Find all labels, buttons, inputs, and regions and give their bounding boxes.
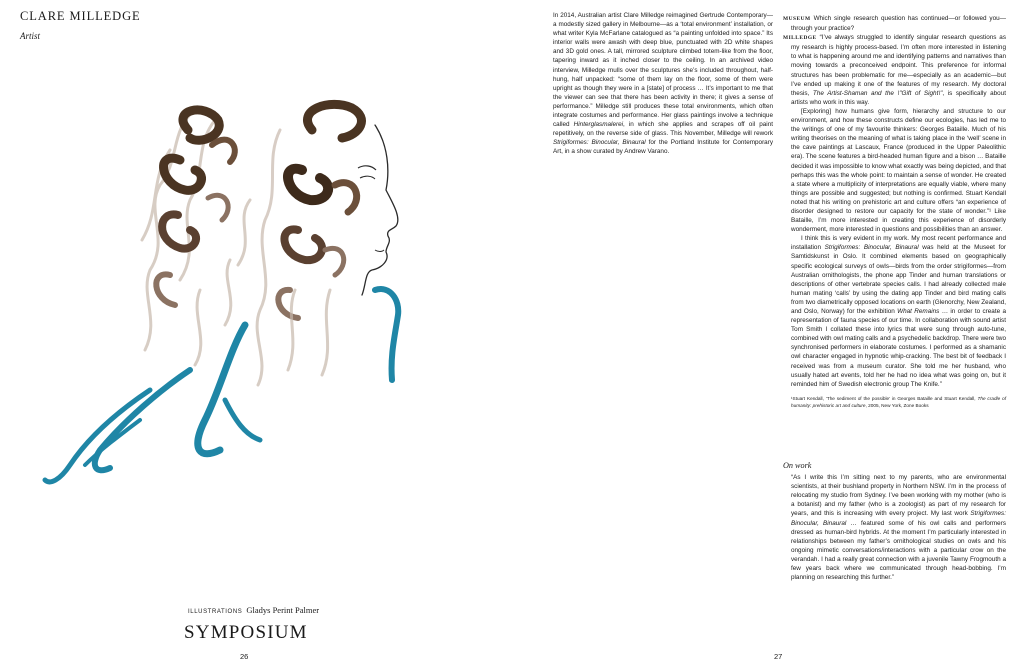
footnote-text-2: , 2005, New York, Zone Books — [865, 402, 929, 408]
intro-text-2: , in which she applies and scrapes off oil paint repetitively, on the reverse side of glass. This November, Milledge will rework — [553, 121, 773, 138]
credit-label: ILLUSTRATIONS — [188, 609, 243, 615]
on-work-title: On work — [783, 461, 812, 470]
section-title: SYMPOSIUM — [184, 622, 308, 643]
intro-column — [553, 11, 773, 157]
answer-3-text-1: I think this is very evident in my work. My most recent performance and installation — [791, 235, 1006, 252]
intro-text-1: In 2014, Australian artist Clare Milledge reimagined Gertrude Contemporary—a modestly sized gallery in Melbourne—as a ‘total environment’ installation, or what writer Kyla McFarlane catalogued as “a painting unfolded into space.” Its interior walls were awash with deep blue, punctuated with 2D white shapes and 3D gold ones. A tall, mirrored sculpture climbed totem-like from the floor, tapering inward as it inched closer to the ceiling. In an archived video interview, Milledge mulls over the sculptures she’s included throughout, half-hung, half unpacked: “some of them lay on the floor, some of them were upright as though they were in a [state] of process … It’s important to me that the viewer can see that there has been activity in there; it gives a sense of performance.” Milledge still produces these total environments, which often integrate costumes and performance. Her glass paintings involve a technique called — [553, 12, 773, 129]
intro-italic-2: Strigiformes: Binocular, Binaural — [553, 139, 646, 147]
question-text: Which single research question has continued—or followed you—through your practice? — [791, 15, 1006, 33]
on-work-text-1: “As I write this I’m sitting next to my parents, who are environmental scientists, at their bushland property in Northern NSW. I’m in the process of relocating my studio from Sydney. I’ve been working with my mother (who is a botanist) and my father (who is a zoologist) as part of my research for years, and this is increasing with every project. My last work — [791, 474, 1006, 518]
on-work-text-2: … featured some of his owl calls and performers dressed as human-bird hybrids. At the moment I’m particularly interested in relationships between my father’s ornithological studies on owls and his ongoing mimetic conversations/interactions with a particular crow on the verandah. I had a really great connection with a juvenile Tawny Frogmouth a few years back where we communicated through head-bobbing. I’m planning on researching this further.” — [791, 519, 1006, 582]
answer-paragraph-2: [Exploring] how humans give form, hierarchy and structure to our environment, and how these constructs define our ecologies, has led me to the writings of one of my favourite thinkers: Georges Bataille. Much of his writing theorises on the meaning of what is taking place in the ‘well’ scene in the cave paintings at Lascaux, France (produced in the Upper Paleolithic era). The scene features a bird-headed human figure and a bison … Bataille decided it was impossible to know what exactly was being depicted, and that perhaps this was the whole point: to maintain a sense of wonder. He created a state where a multiplicity of interpretations are equally viable, where many things are possible and suggested; but nothing is confirmed. Stuart Kendall noted that his writing on prehistoric art and culture offers “an experience of disorder designed to restore our capacity for the state of wonder.”¹ Like Bataille, I’m more interested in creating this experience of disorderly wonderment, more interested in questions and possibilities than an answer. — [791, 107, 1006, 234]
answer-3-text-2: was held at the Museet for Samtidskunst in Oslo. It combined elements based on geographically specific ecological surveys of owls—birds from the order strigiformes—from Australian ornithologists, the phone app Tinder and human translations or descriptions of other vertebrate species calls. I had already collected male human mating ‘calls’ by using the dating app Tinder and bird mating calls from two diametrically opposed locations on earth (Glenorchy, New Zealand, and Oslo, Norway) for the exhibition — [791, 244, 1006, 315]
intro-text-3: for the Portland Institute for Contemporary Art, in a show curated by Andrew Varano. — [553, 139, 773, 156]
footnote-italic: The cradle of humanity: prehistoric art and culture — [791, 395, 1006, 408]
illustration-credit — [188, 605, 319, 615]
footnote-text-1: ¹Stuart Kendall, ‘The sediment of the possible’ in Georges Bataille and Stuart Kendall, — [791, 395, 978, 401]
artist-name: CLARE MILLEDGE — [20, 9, 141, 23]
answer-paragraph-3 — [783, 234, 1006, 389]
page-number-right: 27 — [774, 652, 783, 661]
artist-role: Artist — [20, 31, 41, 41]
answer-3-text-3: … in order to create a representation of fauna species of our time. In collaboration with sound artist Tom Smith I collated these into lyrics that were sung through auto-tune, combined with owl mating calls and a psychedelic backdrop. There were two synchronised performers in elaborate costumes. I performed as a shamanic owl character engaged in hypnotic whip-cracking. The best bit of feedback I received was from a museum curator. She told me her husband, who usually hated art events, told her he had no idea what was going on, but it reminded him of Swedish electronic group The Knife.” — [791, 308, 1006, 388]
on-work-paragraph — [783, 473, 1006, 582]
answer-1-text-2: , is specifically about artists who work in this way. — [791, 89, 1006, 106]
intro-italic-1: Hinterglasmalerei — [573, 121, 624, 129]
on-work-section — [783, 461, 1006, 582]
credit-name: Gladys Perint Palmer — [246, 605, 320, 615]
intro-paragraph — [553, 11, 773, 157]
on-work-italic: Strigiformes: Binocular, Binaural — [791, 510, 1006, 527]
portrait-illustration — [30, 90, 500, 510]
page-number-left: 26 — [240, 652, 249, 661]
question-paragraph — [783, 14, 1006, 33]
answer-paragraph-1 — [783, 33, 1006, 107]
interview-column — [783, 14, 1006, 409]
footnote — [783, 395, 1006, 409]
question-speaker: MUSEUM — [783, 16, 811, 22]
answer-1-italic: The Artist-Shaman and the \"Gift of Sight\" — [812, 89, 943, 97]
answer-1-text-1: “I’ve always struggled to identify singular research questions as my research is highly process-based. I’m often more interested in listening to what is happening around me and identifying patterns and narratives than moving towards a preconceived endpoint. This preference for informal structures has been problematic for me—especially as an academic—but I’ve ended up making it one of the features of my research. My doctoral thesis, — [791, 34, 1006, 97]
answer-3-italic-1: Strigiformes: Binocular, Binaural — [824, 244, 919, 252]
answer-speaker: MILLEDGE — [783, 35, 817, 42]
answer-3-italic-2: What Remains — [897, 308, 940, 315]
